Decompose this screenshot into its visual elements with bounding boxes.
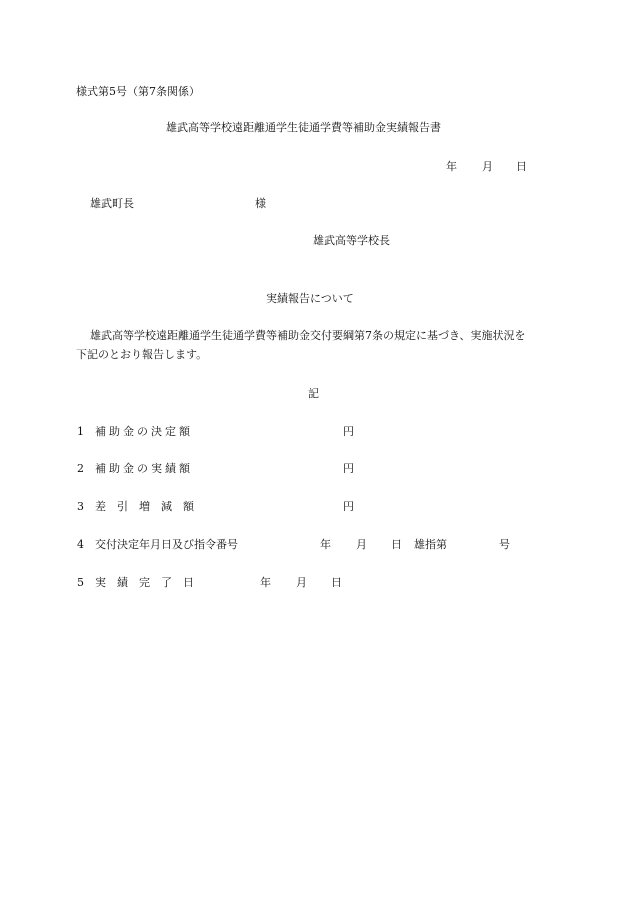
item-2-unit: 円 xyxy=(343,462,354,475)
item-4-directive-suffix: 号 xyxy=(499,538,510,551)
date-day: 日 xyxy=(516,160,527,173)
item-4-directive-prefix: 雄指第 xyxy=(414,538,447,551)
document-title: 雄武高等学校遠距離通学生徒通学費等補助金実績報告書 xyxy=(166,121,441,134)
item-1-label: 補助金の決定額 xyxy=(95,425,193,438)
item-1-unit: 円 xyxy=(343,425,354,438)
form-number: 様式第5号（第7条関係） xyxy=(76,85,200,98)
item-5-year: 年 xyxy=(260,576,271,589)
item-5-label: 実績完了日 xyxy=(95,576,205,589)
body-line-2: 下記のとおり報告します。 xyxy=(76,348,208,361)
addressee-honorific: 様 xyxy=(255,197,266,210)
ki-heading: 記 xyxy=(308,387,319,400)
item-5-number: 5 xyxy=(77,576,84,589)
item-4-day: 日 xyxy=(391,538,402,551)
item-2-label: 補助金の実績額 xyxy=(95,462,193,475)
item-3-unit: 円 xyxy=(343,500,354,513)
item-3-label: 差引増減額 xyxy=(95,500,205,513)
item-1-number: 1 xyxy=(77,425,84,438)
subject: 実績報告について xyxy=(266,292,354,305)
item-5-day: 日 xyxy=(331,576,342,589)
date-month: 月 xyxy=(482,160,493,173)
item-4-month: 月 xyxy=(356,538,367,551)
sender: 雄武高等学校長 xyxy=(313,234,390,247)
addressee-name: 雄武町長 xyxy=(90,197,134,210)
body-line-1: 雄武高等学校遠距離通学生徒通学費等補助金交付要綱第7条の規定に基づき、実施状況を xyxy=(90,329,526,342)
item-4-number: 4 xyxy=(77,538,84,551)
item-4-label: 交付決定年月日及び指令番号 xyxy=(95,538,238,551)
date-year: 年 xyxy=(446,160,457,173)
item-4-year: 年 xyxy=(320,538,331,551)
item-2-number: 2 xyxy=(77,462,84,475)
item-5-month: 月 xyxy=(296,576,307,589)
item-3-number: 3 xyxy=(77,500,84,513)
